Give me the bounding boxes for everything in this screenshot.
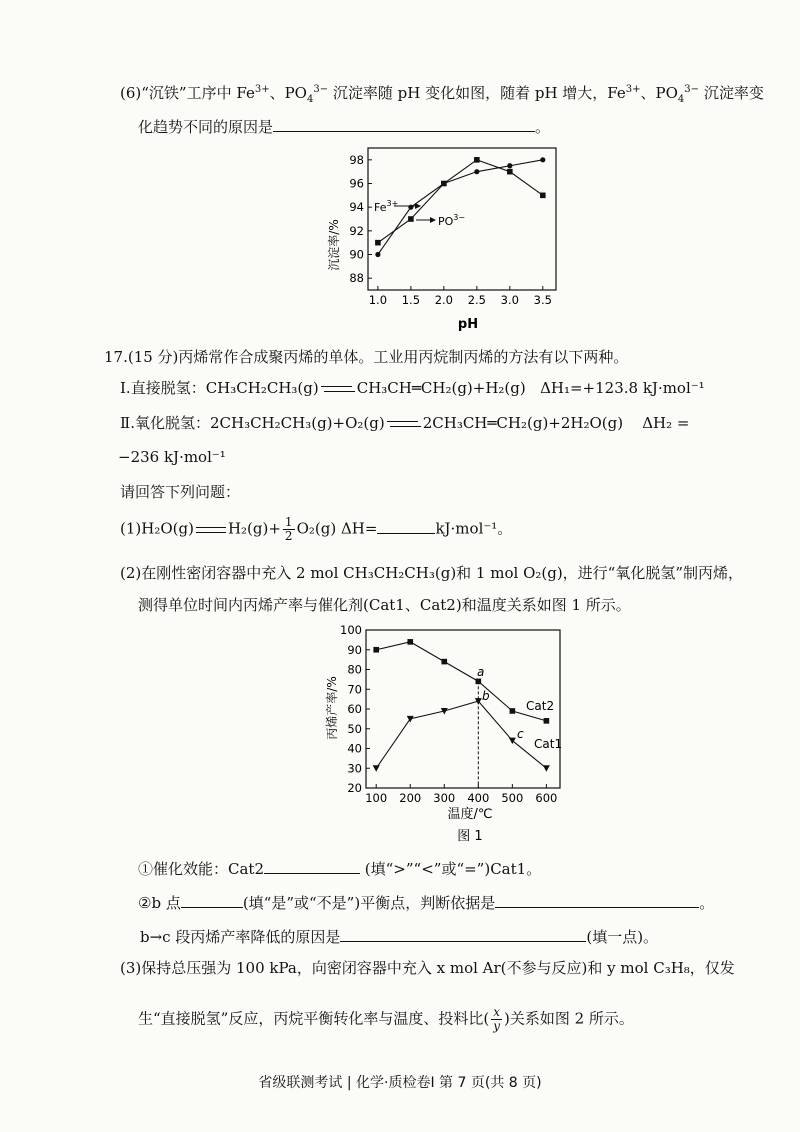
r1-left: CH₃CH₂CH₃(g) — [205, 379, 319, 397]
chart2-xtick-label: 500 — [501, 791, 524, 805]
chart1-data-point — [540, 157, 545, 162]
r2-dh: ΔH₂ = — [642, 414, 690, 432]
r2-right: 2CH₃CH═CH₂(g)+2H₂O(g) — [422, 414, 624, 432]
chart1-xtick-label: 1.0 — [368, 293, 388, 307]
chart1-ytick-label: 94 — [349, 200, 364, 215]
answer-blank-compare[interactable] — [264, 857, 360, 874]
p1-left: (1)H₂O(g) — [120, 519, 194, 538]
fraction-x-over-y: $\frac{x}{y}$ — [493, 1005, 500, 1033]
chart2-label-cat2: Cat2 — [526, 699, 555, 713]
fraction-half: $\frac{1}{2}$ — [284, 515, 293, 543]
sub2-end: 。 — [699, 894, 715, 912]
chart2-label-a: a — [477, 665, 485, 679]
chart2-xtick-label: 100 — [365, 791, 388, 805]
chart1-xtick-label: 3.5 — [533, 293, 552, 307]
po-sup: 3− — [313, 84, 329, 95]
chart1-data-point — [507, 163, 512, 168]
answer-blank-q6[interactable] — [273, 115, 535, 132]
sub3-text-b: (填一点)。 — [586, 928, 659, 946]
sub2-text-a: ②b 点 — [138, 894, 181, 912]
q6-line1 — [120, 83, 764, 103]
chart1-data-point — [408, 205, 413, 210]
chart1-series-line-po43 — [378, 160, 543, 243]
q6-end: 。 — [535, 118, 551, 136]
chart2-label-c: c — [517, 727, 524, 741]
chart1-series — [375, 157, 546, 257]
equilibrium-arrow-icon — [321, 383, 355, 395]
q6-text-c: 沉淀率变 — [699, 84, 764, 102]
page-footer: 省级联测考试 | 化学·质检卷Ⅰ 第 7 页(共 8 页) — [258, 1075, 542, 1091]
chart2-data-point — [441, 659, 447, 665]
q17-sub1 — [138, 857, 541, 879]
p3-text-b: )关系如图 2 所示。 — [503, 1009, 634, 1028]
chart2-label-b: b — [482, 689, 490, 703]
chart2-caption: 图 1 — [457, 829, 483, 844]
chart1-data-point — [474, 157, 480, 163]
chart2-series-line-cat2 — [376, 642, 546, 721]
q6-sep1: 、PO — [269, 84, 307, 102]
chart1-ytick-label: 96 — [349, 176, 364, 191]
q6-sep2: 、PO — [640, 84, 678, 102]
q6-text-a: (6)“沉铁”工序中 Fe — [120, 84, 255, 102]
chart1-ytick-label: 98 — [349, 152, 364, 167]
chart2-xtick-label: 400 — [467, 791, 490, 805]
answer-blank-dh[interactable] — [377, 517, 435, 534]
r2-label: Ⅱ.氧化脱氢： — [120, 414, 210, 432]
chart2-xtick-label: 200 — [399, 791, 422, 805]
chart2-ticks — [340, 623, 557, 805]
chart2-data-point — [544, 718, 550, 724]
chart2-ytick-label: 90 — [347, 642, 362, 657]
r2-dh-cont: −236 kJ·mol⁻¹ — [118, 448, 226, 466]
chart2-label-cat1: Cat1 — [534, 737, 563, 751]
chart-precipitation-vs-ph — [318, 140, 568, 340]
chart1-data-point — [540, 193, 546, 199]
chart2-ytick-label: 60 — [347, 702, 362, 716]
chart1-series-line-fe3 — [378, 160, 543, 255]
q17-part2-line1: (2)在刚性密闭容器中充入 2 mol CH₃CH₂CH₃(g)和 1 mol O₂(g)，进行“氧化脱氢”制丙烯， — [120, 564, 744, 582]
chart1-data-point — [408, 216, 414, 222]
sub1-text-a: ①催化效能：Cat2 — [138, 860, 264, 878]
chart2-ytick-label: 40 — [347, 741, 362, 756]
q17-part3-line2 — [138, 1006, 634, 1033]
chart1-xtick-label: 2.5 — [467, 293, 486, 307]
chart1-ticks — [349, 153, 552, 307]
answer-blank-basis[interactable] — [495, 891, 699, 908]
answer-blank-equilibrium[interactable] — [181, 891, 243, 908]
chart1-data-point — [375, 252, 380, 257]
chart2-data-point — [510, 708, 516, 714]
p3-text-a: 生“直接脱氢”反应，丙烷平衡转化率与温度、投料比( — [138, 1009, 490, 1028]
chart1-label-po: $PO^{3-}$ — [438, 213, 466, 228]
chart2-ytick-label: 70 — [347, 682, 362, 697]
r1-label: Ⅰ.直接脱氢： — [120, 379, 206, 397]
sub1-text-b: (填“>”“<”或“=”)Cat1。 — [364, 860, 542, 878]
r1-dh: ΔH₁=+123.8 kJ·mol⁻¹ — [540, 379, 705, 397]
reaction-1 — [120, 378, 705, 398]
p1-unit: kJ·mol⁻¹。 — [435, 519, 513, 538]
chart2-data-point — [543, 765, 550, 772]
chart1-data-point — [441, 181, 447, 187]
chart1-arrowhead-po — [430, 217, 436, 223]
chart1-xlabel: pH — [457, 317, 479, 332]
chart1-ytick-label: 90 — [349, 247, 364, 262]
q17-part2-line2: 测得单位时间内丙烯产率与催化剂(Cat1、Cat2)和温度关系如图 1 所示。 — [138, 596, 631, 614]
chart2-ylabel: 丙烯产率/% — [325, 676, 339, 740]
equilibrium-arrow-icon-2 — [387, 418, 421, 430]
fe-charge-2: 3+ — [625, 84, 641, 95]
equals-sign-icon — [196, 525, 226, 535]
chart2-data-point — [407, 716, 414, 723]
q6-text-b: 沉淀率随 pH 变化如图，随着 pH 增大，Fe — [328, 84, 626, 102]
chart2-xlabel: 温度/℃ — [447, 807, 493, 822]
sub3-text-a: b→c 段丙烯产率降低的原因是 — [140, 928, 341, 946]
chart1-xtick-label: 1.5 — [401, 293, 421, 307]
sub2-text-b: (填“是”或“不是”)平衡点，判断依据是 — [242, 894, 496, 912]
p1-o2: O₂(g) ΔH= — [296, 519, 378, 538]
p1-right: H₂(g)+ — [227, 519, 281, 538]
chart1-xtick-label: 3.0 — [500, 293, 519, 307]
answer-blank-reason[interactable] — [340, 925, 586, 942]
chart1-data-point — [375, 240, 381, 246]
chart1-data-point — [507, 169, 513, 175]
q6-line2 — [138, 115, 550, 137]
chart1-xtick-label: 2.0 — [434, 293, 454, 307]
chart2-data-point — [373, 647, 379, 653]
chart-yield-vs-temperature — [322, 620, 582, 848]
chart2-data-point — [373, 765, 380, 772]
q6-ask: 化趋势不同的原因是 — [138, 118, 274, 136]
po-sub-2: 4 — [677, 94, 685, 105]
chart2-ytick-label: 100 — [340, 623, 362, 637]
q17-sub2 — [138, 891, 714, 913]
q17-part1 — [120, 516, 512, 543]
q17-part3-line1: (3)保持总压强为 100 kPa，向密闭容器中充入 x mol Ar(不参与反应)和 y mol C₃H₈，仅发 — [120, 959, 735, 977]
fe-charge: 3+ — [254, 84, 270, 95]
chart2-xtick-label: 300 — [433, 791, 456, 805]
chart2-ytick-label: 50 — [347, 721, 362, 736]
chart2-data-point — [407, 639, 413, 645]
r1-right: CH₃CH═CH₂(g)+H₂(g) — [356, 379, 526, 397]
chart1-ytick-label: 92 — [349, 223, 364, 238]
chart1-label-fe: $Fe^{3+}$ — [374, 199, 399, 214]
chart1-data-point — [474, 169, 479, 174]
chart2-series — [373, 639, 550, 772]
reaction-2 — [120, 413, 689, 433]
po-sub: 4 — [306, 94, 314, 105]
chart2-ytick-label: 80 — [347, 662, 362, 677]
q17-sub3 — [140, 925, 658, 947]
chart1-ytick-label: 88 — [349, 271, 364, 286]
chart1-ylabel: 沉淀率/% — [327, 219, 341, 271]
r2-left: 2CH₃CH₂CH₃(g)+O₂(g) — [209, 414, 385, 432]
chart2-ytick-label: 20 — [347, 781, 362, 795]
chart1-arrowhead-fe — [415, 203, 421, 209]
ask-text: 请回答下列问题： — [120, 483, 241, 501]
chart2-ytick-label: 30 — [347, 761, 362, 776]
q17-intro: 17.(15 分)丙烯常作合成聚丙烯的单体。工业用丙烷制丙烯的方法有以下两种。 — [104, 348, 629, 366]
chart2-xtick-label: 600 — [535, 791, 558, 805]
po-sup-2: 3− — [684, 84, 700, 95]
